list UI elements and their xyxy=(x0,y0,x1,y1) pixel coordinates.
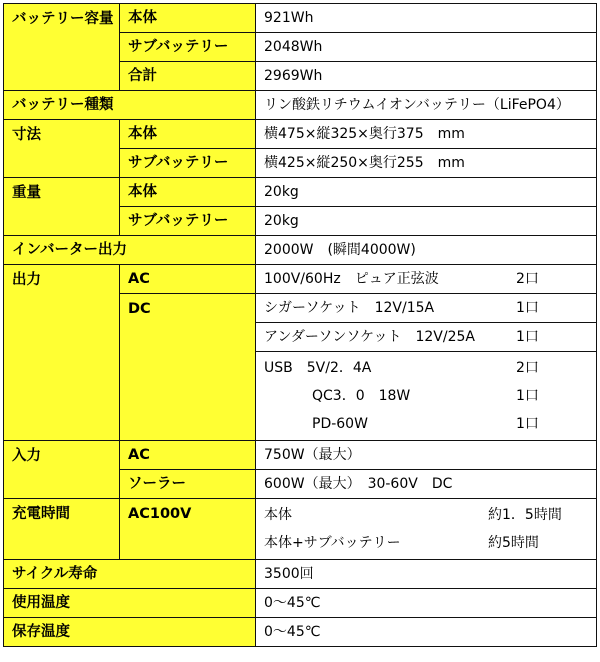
table-row xyxy=(4,178,597,207)
table-row xyxy=(4,560,597,589)
table-row xyxy=(4,499,597,560)
battery-capacity-sub-label: サブバッテリー xyxy=(120,33,256,62)
output-ac-cell xyxy=(256,265,597,294)
battery-capacity-total-value: 2969Wh xyxy=(256,62,597,91)
output-dc-qc-line xyxy=(264,382,588,410)
cycle-life-label: サイクル寿命 xyxy=(4,560,256,589)
output-dc-cigar-block xyxy=(256,294,596,323)
weight-sub-label: サブバッテリー xyxy=(120,207,256,236)
output-dc-anderson-line xyxy=(264,323,588,351)
table-row xyxy=(4,441,597,470)
output-dc-cigar-qty: 1口 xyxy=(516,300,539,316)
weight-sub-value: 20kg xyxy=(256,207,597,236)
table-row xyxy=(4,236,597,265)
output-ac-label: AC xyxy=(120,265,256,294)
charge-time-sub-label: AC100V xyxy=(120,499,256,560)
table-row xyxy=(4,618,597,647)
charge-time-main-line xyxy=(264,501,588,529)
output-dc-label: DC xyxy=(120,294,256,441)
output-dc-pd-text: PD-60W xyxy=(312,416,368,432)
battery-capacity-sub-value: 2048Wh xyxy=(256,33,597,62)
input-solar-value: 600W（最大） 30-60V DC xyxy=(256,470,597,499)
charge-time-cell xyxy=(256,499,597,560)
output-dc-qc-text: QC3．0 18W xyxy=(312,388,411,404)
input-label: 入力 xyxy=(4,441,120,499)
input-ac-label: AC xyxy=(120,441,256,470)
table-row xyxy=(4,265,597,294)
dimensions-label: 寸法 xyxy=(4,120,120,178)
table-row xyxy=(4,589,597,618)
storage-temp-label: 保存温度 xyxy=(4,618,256,647)
output-dc-anderson-text: アンダーソンソケット 12V/25A xyxy=(264,329,475,345)
inverter-value: 2000W (瞬間4000W) xyxy=(256,236,597,265)
output-dc-usb-line xyxy=(264,354,588,382)
operating-temp-value: 0～45℃ xyxy=(256,589,597,618)
battery-capacity-main-label: 本体 xyxy=(120,4,256,33)
charge-time-main-value: 約1．5時間 xyxy=(488,507,562,523)
input-solar-label: ソーラー xyxy=(120,470,256,499)
weight-main-label: 本体 xyxy=(120,178,256,207)
output-dc-usb-block xyxy=(256,352,596,440)
table-row xyxy=(4,4,597,33)
battery-capacity-total-label: 合計 xyxy=(120,62,256,91)
output-dc-anderson-block xyxy=(256,323,596,352)
input-ac-value: 750W（最大） xyxy=(256,441,597,470)
spec-table xyxy=(3,3,597,647)
output-dc-usb-text: USB 5V/2．4A xyxy=(264,360,372,376)
output-dc-anderson-qty: 1口 xyxy=(516,329,539,345)
dimensions-main-label: 本体 xyxy=(120,120,256,149)
output-dc-cell xyxy=(256,294,597,441)
output-dc-usb-qty: 2口 xyxy=(516,360,539,376)
output-dc-cigar-line xyxy=(264,294,588,322)
battery-capacity-label: バッテリー容量 xyxy=(4,4,120,91)
output-ac-qty: 2口 xyxy=(516,271,539,287)
storage-temp-value: 0～45℃ xyxy=(256,618,597,647)
output-dc-cigar-text: シガーソケット 12V/15A xyxy=(264,300,435,316)
output-dc-qc-qty: 1口 xyxy=(516,388,539,404)
dimensions-main-value: 横475×縦325×奥行375 mm xyxy=(256,120,597,149)
charge-time-combined-text: 本体+サブバッテリー xyxy=(264,535,401,551)
charge-time-combined-line xyxy=(264,529,588,557)
dimensions-sub-value: 横425×縦250×奥行255 mm xyxy=(256,149,597,178)
table-row xyxy=(4,120,597,149)
output-dc-pd-line xyxy=(264,410,588,438)
weight-main-value: 20kg xyxy=(256,178,597,207)
inverter-label: インバーター出力 xyxy=(4,236,256,265)
output-label: 出力 xyxy=(4,265,120,441)
cycle-life-value: 3500回 xyxy=(256,560,597,589)
output-dc-pd-qty: 1口 xyxy=(516,416,539,432)
battery-capacity-main-value: 921Wh xyxy=(256,4,597,33)
output-ac-value: 100V/60Hz ピュア正弦波 xyxy=(264,271,439,287)
operating-temp-label: 使用温度 xyxy=(4,589,256,618)
charge-time-combined-value: 約5時間 xyxy=(488,535,539,551)
charge-time-main-text: 本体 xyxy=(264,507,292,523)
battery-type-value: リン酸鉄リチウムイオンバッテリー（LiFePO4） xyxy=(256,91,597,120)
battery-type-label: バッテリー種類 xyxy=(4,91,256,120)
dimensions-sub-label: サブバッテリー xyxy=(120,149,256,178)
output-ac-line xyxy=(264,265,588,293)
charge-time-label: 充電時間 xyxy=(4,499,120,560)
weight-label: 重量 xyxy=(4,178,120,236)
table-row xyxy=(4,91,597,120)
